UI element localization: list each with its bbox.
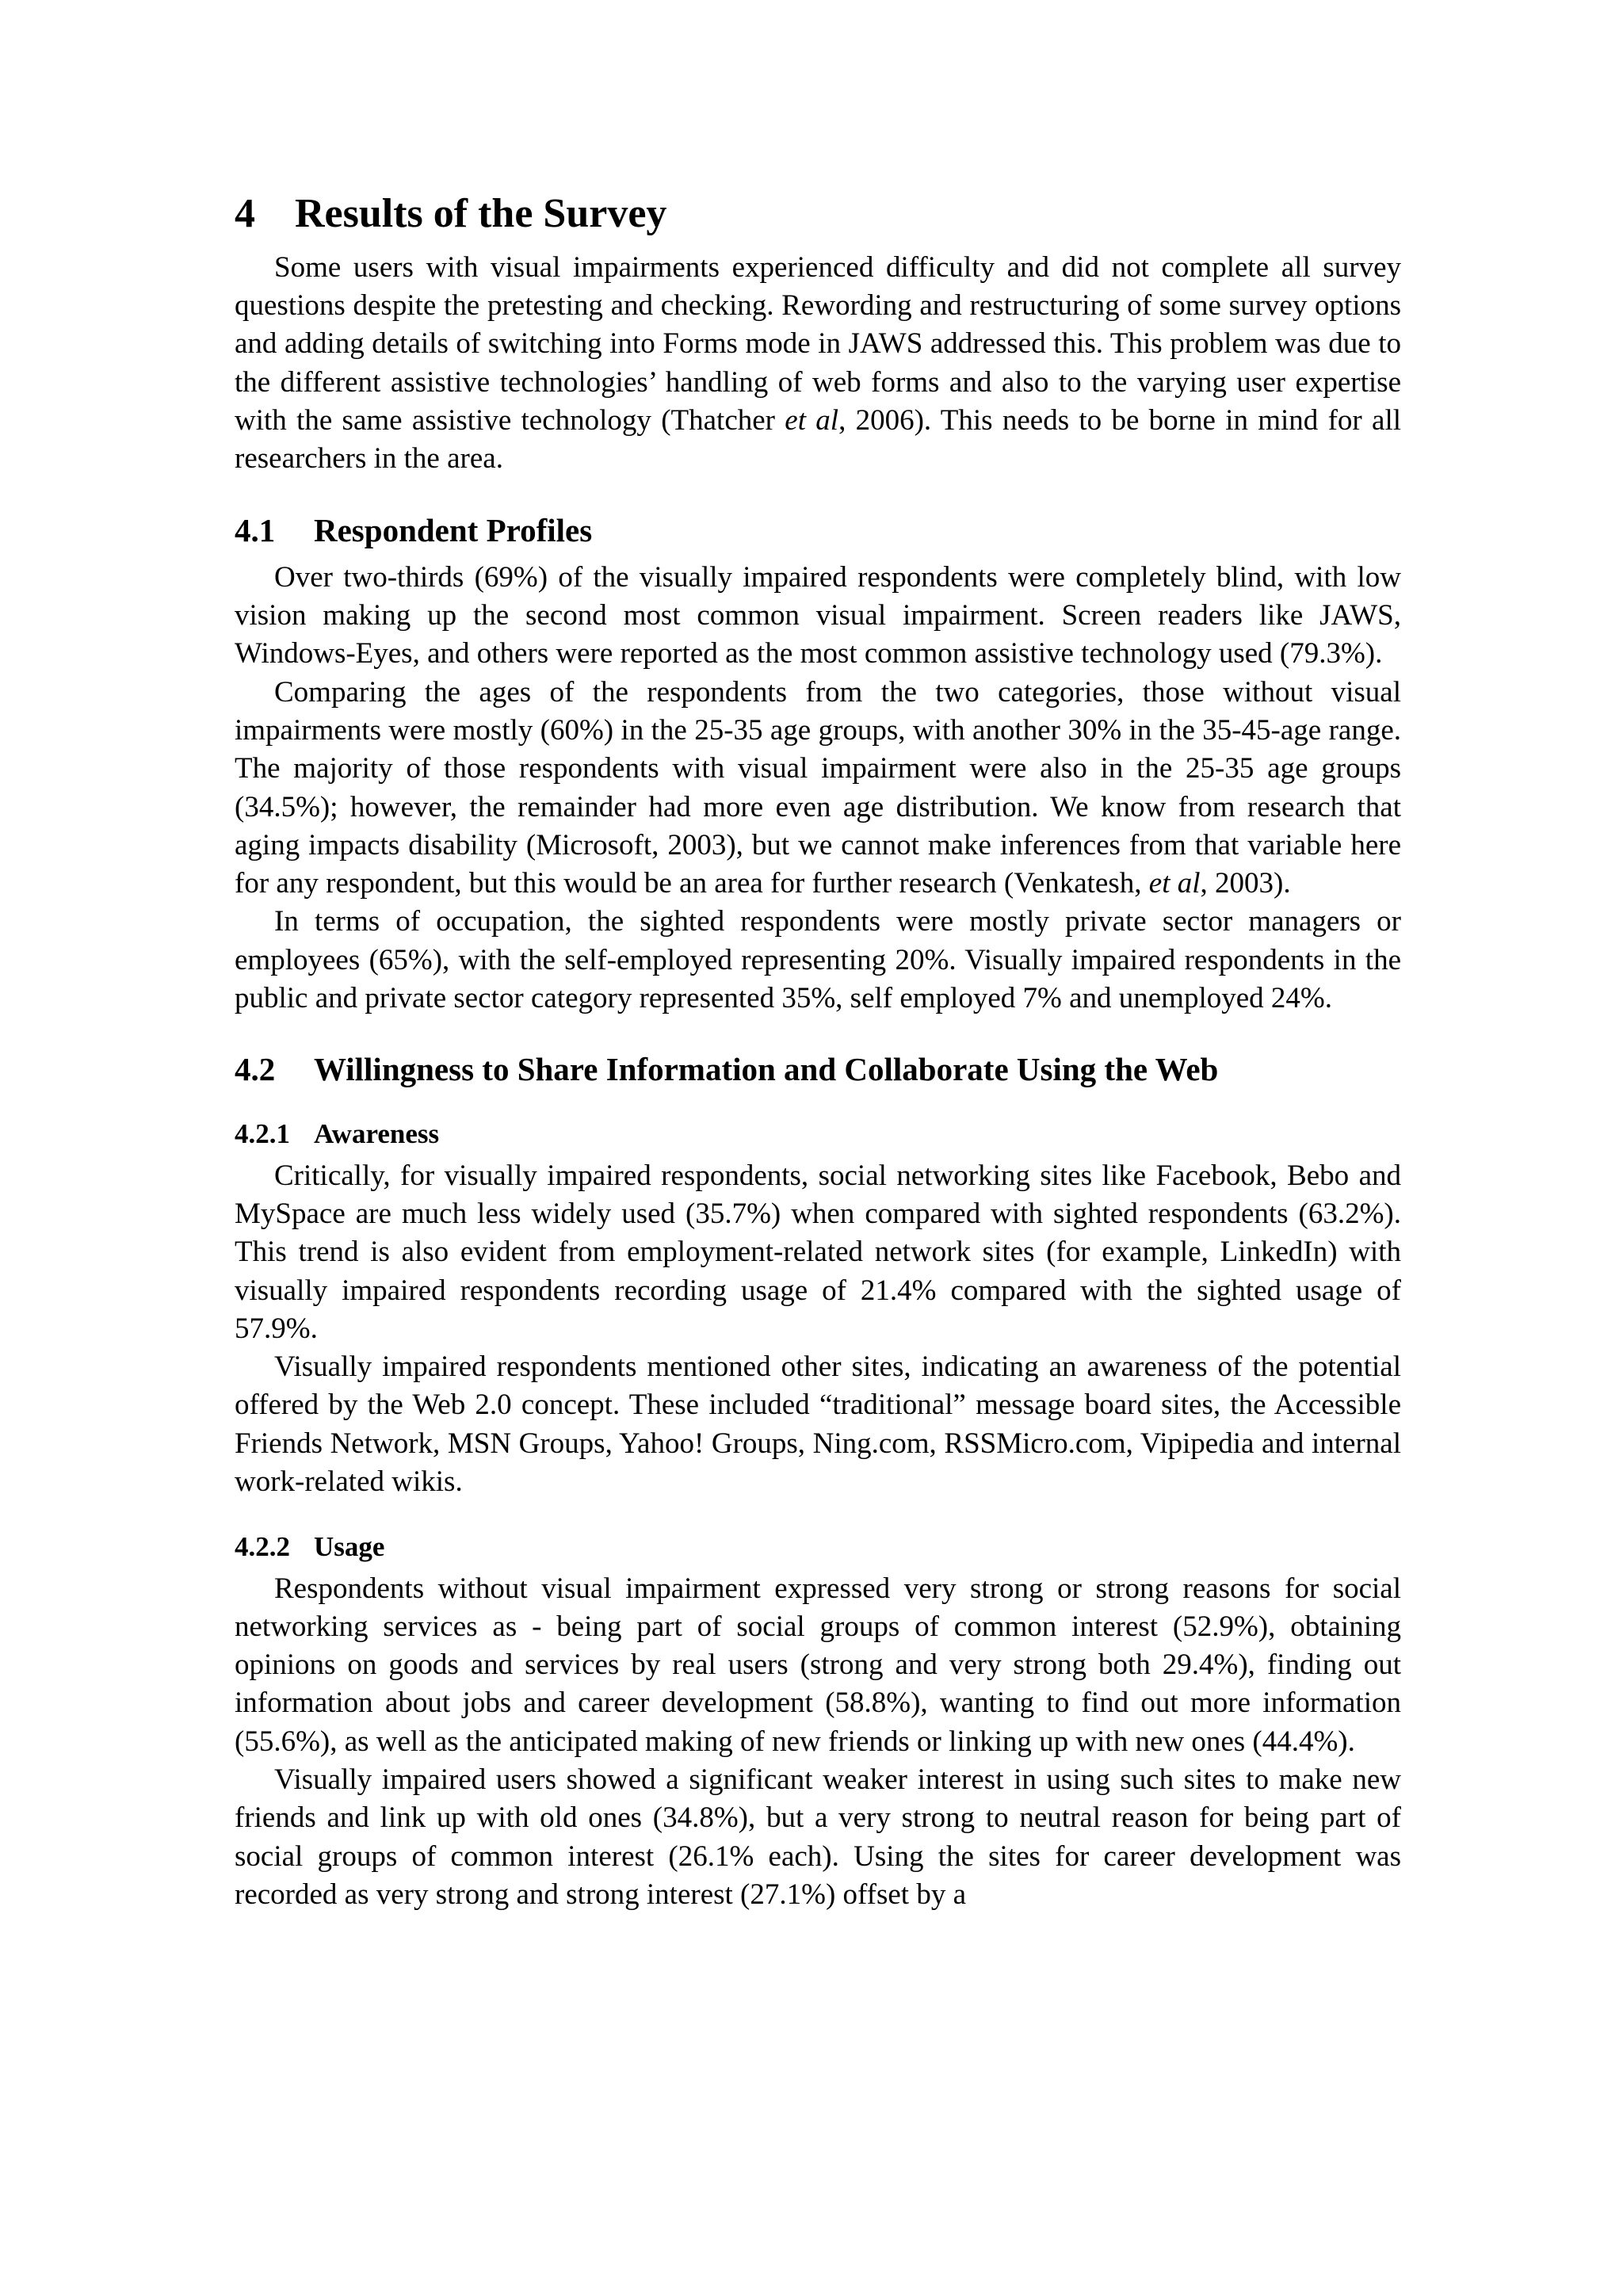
section-title: Willingness to Share Information and Collaborate Using the Web	[314, 1051, 1219, 1088]
section-heading-4-1	[235, 512, 1401, 549]
section-number: 4.1	[235, 511, 276, 548]
paragraph: Over two-thirds (69%) of the visually impaired respondents were completely blind, with low vision making up the second most common visual impairment. Screen readers like JAWS, Windows-Eyes, and others were reported as the most common assistive technology used (79.3%).	[235, 560, 1401, 670]
paragraph-text: , 2003).	[1200, 867, 1291, 900]
section-title: Results of the Survey	[295, 191, 667, 236]
section-heading-4-2-2	[235, 1531, 1401, 1563]
paragraph: Visually impaired users showed a significant weaker interest in using such sites to make new friends and link up with old ones (34.8%), but a very strong to neutral reason for being part of social groups of common interest (26.1% each). Using the sites for career development was recorded as very strong and strong interest (27.1%) offset by a	[235, 1763, 1401, 1911]
paragraph-text: Comparing the ages of the respondents from the two categories, those without visual impairments were mostly (60%) in the 25-35 age groups, with another 30% in the 35-45-age range. The majority of those respondents with visual impairment were also in the 25-35 age groups (34.5%); however, the remainder had more even age distribution. We know from research that aging impacts disability (Microsoft, 2003), but we cannot make inferences from that variable here for any respondent, but this would be an area for further research (Venkatesh,	[235, 675, 1401, 900]
section-number: 4.2.2	[235, 1531, 290, 1563]
paragraph: Visually impaired respondents mentioned other sites, indicating an awareness of the potential offered by the Web 2.0 concept. These included “traditional” message board sites, the Accessible Friends Network, MSN Groups, Yahoo! Groups, Ning.com, RSSMicro.com, Vipipedia and internal work-related wikis.	[235, 1350, 1401, 1499]
section-number: 4	[235, 191, 255, 236]
paragraph	[235, 674, 1401, 904]
section-heading-4-2-1	[235, 1118, 1401, 1150]
page-content	[235, 190, 1401, 1914]
paragraph: Critically, for visually impaired respondents, social networking sites like Facebook, Bebo and MySpace are much less widely used (35.7%) when compared with sighted respondents (63.2%). This trend is also evident from employment-related network sites (for example, LinkedIn) with visually impaired respondents recording usage of 21.4% compared with the sighted usage of 57.9%.	[235, 1159, 1401, 1345]
section-title: Respondent Profiles	[314, 511, 593, 548]
italic-text: et al	[785, 403, 839, 437]
section-title: Awareness	[314, 1118, 440, 1150]
paragraph-text: , 2006). This needs to be borne in mind for all researchers in the area.	[235, 403, 1402, 476]
section-title: Usage	[314, 1531, 385, 1563]
section-heading-4	[235, 190, 1401, 238]
section-heading-4-2	[235, 1051, 1401, 1088]
paragraph: Respondents without visual impairment expressed very strong or strong reasons for social networking services as - being part of social groups of common interest (52.9%), obtaining opinions on goods and services by real users (strong and very strong both 29.4%), finding out information about jobs and career development (58.8%), wanting to find out more information (55.6%), as well as the anticipated making of new friends or linking up with new ones (44.4%).	[235, 1572, 1401, 1758]
section-number: 4.2	[235, 1051, 276, 1088]
paragraph-text: Some users with visual impairments experienced difficulty and did not complete all survey questions despite the pretesting and checking. Rewording and restructuring of some survey options and adding details of switching into Forms mode in JAWS addressed this. This problem was due to the different assistive technologies’ handling of web forms and also to the varying user expertise with the same assistive technology (Thatcher	[235, 250, 1401, 437]
section-number: 4.2.1	[235, 1118, 290, 1150]
paragraph	[235, 249, 1401, 479]
paragraph: In terms of occupation, the sighted respondents were mostly private sector managers or employees (65%), with the self-employed representing 20%. Visually impaired respondents in the public and private sector category represented 35%, self employed 7% and unemployed 24%.	[235, 905, 1401, 1014]
italic-text: et al	[1148, 867, 1201, 900]
